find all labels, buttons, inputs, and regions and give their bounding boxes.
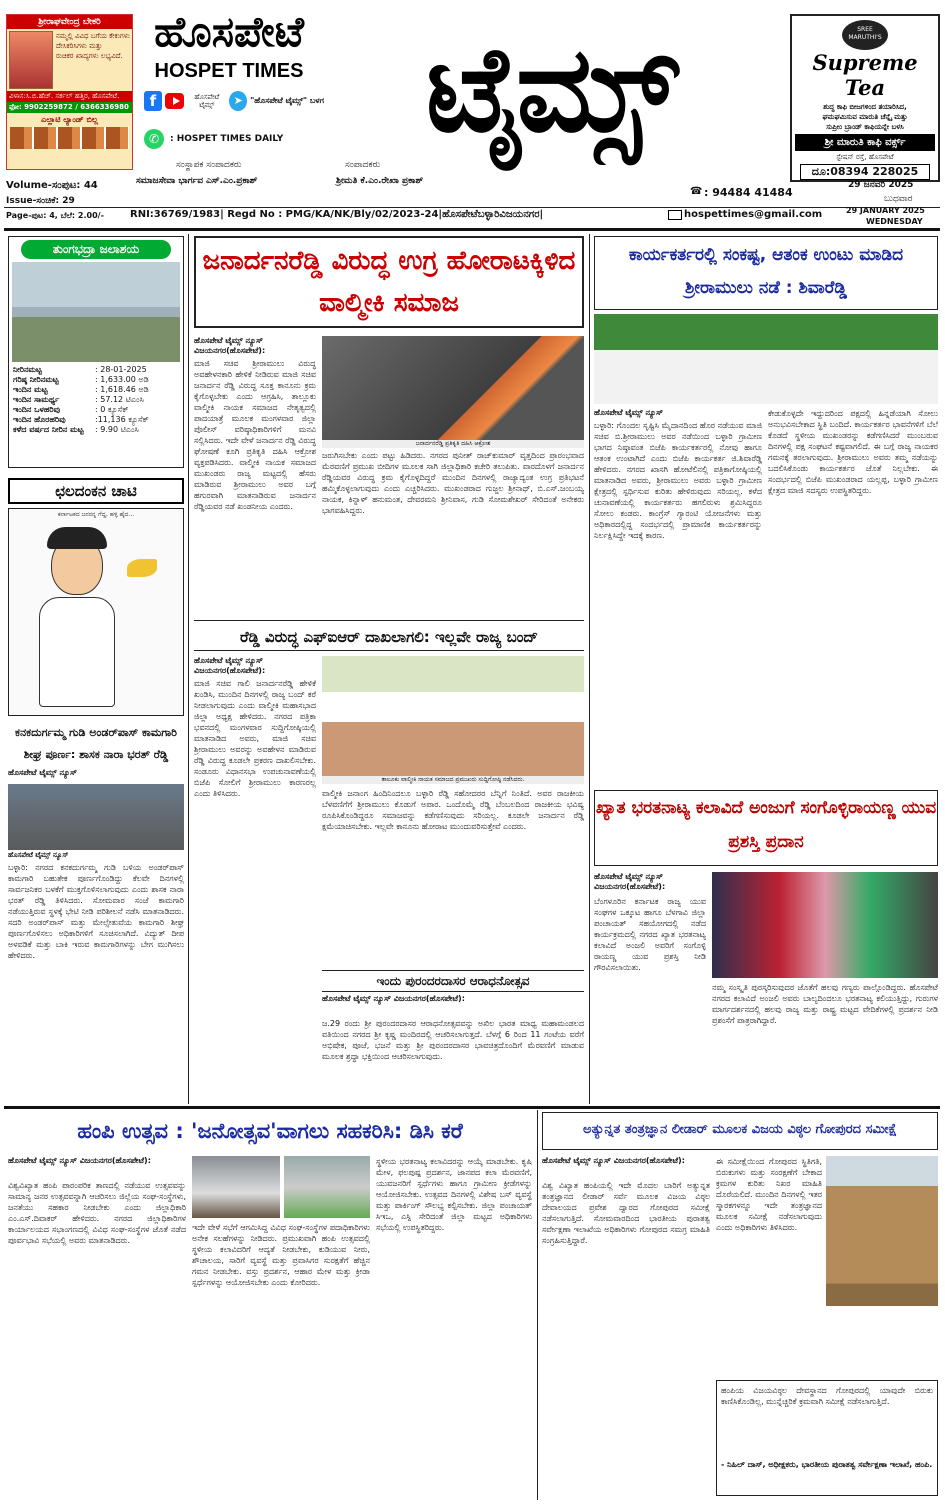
bird-icon	[127, 559, 157, 577]
dam-box	[8, 236, 184, 468]
shivareddy-col1: ಬಳ್ಳಾರಿ: ಗೊಂದಲ ಸೃಷ್ಟಿಸಿ ಮೈದಾನದಿಂದ ಹೊರ ನಡೆಯುವ ಮಾಜಿ ಸಚಿವ ಬಿ.ಶ್ರೀರಾಮುಲು ಅವರ ನಡೆಯಿಂದ ಬಳ್ಳಾರಿ ಗ್ರಾಮೀಣ ಭಾಗದ ನಿಷ್ಠಾವಂತ ಬಿಜೆಪಿ ಕಾರ್ಯಕರ್ತರಲ್ಲಿ ನೋವು ಹಾಗೂ ಆತಂಕ ಉಂಟಾಗಿದೆ ಎಂದು ಬಿಜೆಪಿ ಕಾರ್ಯಕರ್ತ ಜಿ.ಶಿವಾರೆಡ್ಡಿ ಹೇಳಿದರು. ನಗರದ ಖಾಸಗಿ ಹೋಟೆಲಿನಲ್ಲಿ ಪತ್ರಿಕಾಗೋಷ್ಠಿಯಲ್ಲಿ ಮಾತನಾಡಿದ ಅವರು, ಶ್ರೀರಾಮುಲು ಅವರು ಬಳ್ಳಾರಿ ಗ್ರಾಮೀಣ ಕ್ಷೇತ್ರದಲ್ಲಿ ಸ್ಪರ್ಧಿಸುವ ಕುರಿತು ಹೇಳಿರುವುದು ಸರಿಯಲ್ಲ. ಕಳೆದ ಚುನಾವಣೆಯಲ್ಲಿ ಕಾರ್ಯಕರ್ತರು ಹಗಲಿರುಳು ಶ್ರಮಿಸಿದ್ದರೂ ಸೋಲು ಕಂಡರು. ಕಾಂಗ್ರೆಸ್ ಗ್ಯಾರಂಟಿ ಯೋಜನೆಗಳು ಮತ್ತು ಅಧಿಕಾರದಲ್ಲಿದ್ದ ಸಂದರ್ಭದಲ್ಲಿ ಪ್ರಾಮಾಣಿಕ ಕಾರ್ಯಕರ್ತರನ್ನು ನಿರ್ಲಕ್ಷಿಸಿದ್ದೇ ಇದಕ್ಕೆ ಕಾರಣ.	[594, 421, 762, 540]
tea-logo-icon: SREE MARUTHI'S	[842, 20, 888, 50]
vittala-note-box	[716, 1380, 938, 1496]
ad-tea-phone: ದೂ:08394 228025	[800, 164, 930, 180]
dam-row-label: ಇಂದಿನ ಹೊರಹರಿವು	[13, 415, 66, 424]
hampi-col2: ಇದೇ ವೇಳೆ ಸಭೆಗೆ ಆಗಮಿಸಿದ್ದ ವಿವಿಧ ಸಂಘ-ಸಂಸ್ಥೆಗಳ ಪದಾಧಿಕಾರಿಗಳು ಅನೇಕ ಸಲಹೆಗಳನ್ನು ನೀಡಿದರು. ಪ್ರಮುಖವಾಗಿ ಹಂಪಿ ಉತ್ಸವದಲ್ಲಿ ಸ್ಥಳೀಯ ಕಲಾವಿದರಿಗೆ ಆದ್ಯತೆ ನೀಡಬೇಕು, ಕುಡಿಯುವ ನೀರು, ಶೌಚಾಲಯ, ಸಾರಿಗೆ ವ್ಯವಸ್ಥೆ ಮತ್ತು ಪ್ರವಾಸಿಗರ ಸುರಕ್ಷತೆಗೆ ಹೆಚ್ಚಿನ ಗಮನ ನೀಡಬೇಕು. ವಸ್ತು ಪ್ರದರ್ಶನ, ಆಹಾರ ಮೇಳ ಮತ್ತು ಕ್ರೀಡಾ ಸ್ಪರ್ಧೆಗಳನ್ನು ಆಯೋಜಿಸಬೇಕು ಎಂದು ಕೋರಿದರು.	[192, 1223, 370, 1287]
vittala-sign: - ನಿಹಿಲ್ ದಾಸ್, ಅಧೀಕ್ಷಕರು, ಭಾರತೀಯ ಪುರಾತತ್ವ ಸರ್ವೇಕ್ಷಣಾ ಇಲಾಖೆ, ಹಂಪಿ.	[721, 1460, 933, 1469]
dam-photo	[12, 262, 180, 362]
anjuge-byline: ಹೊಸಪೇಟೆ ಟೈಮ್ಸ್ ನ್ಯೂಸ್ ವಿಜಯನಗರ(ಹೊಸಪೇಟೆ):	[594, 872, 666, 891]
hampi-photo-1	[192, 1156, 280, 1218]
janardhana-headline: ಜನಾರ್ದನರೆಡ್ಡಿ ವಿರುದ್ಧ ಉಗ್ರ ಹೋರಾಟಕ್ಕಿಳಿದ ವಾಲ್ಮೀಕಿ ಸಮಾಜ	[202, 246, 576, 318]
masthead-title-en: HOSPET TIMES	[154, 60, 304, 82]
dam-row-value: : 28-01-2025	[95, 365, 147, 374]
social-whatsapp-label: : HOSPET TIMES DAILY	[170, 134, 284, 144]
dam-title: ತುಂಗಭದ್ರಾ ಜಲಾಶಯ	[21, 240, 171, 259]
whatsapp-icon[interactable]: ✆	[144, 129, 164, 149]
ad-tea-shop: ಶ್ರೀ ಮಾರುತಿ ಕಾಫಿ ವರ್ಕ್ಸ್	[795, 134, 935, 151]
hampi-photo-2	[284, 1156, 370, 1218]
cartoon-title: ಛಲದಂಕನ ಚಾಟಿ	[8, 478, 184, 504]
janardhana-col1: ಮಾಜಿ ಸಚಿವ ಶ್ರೀರಾಮುಲು ವಿರುದ್ಧ ಅವಹೇಳನಕಾರಿ ಹೇಳಿಕೆ ನೀಡಿರುವ ಮಾಜಿ ಸಚಿವ ಜನಾರ್ದನ ರೆಡ್ಡಿ ವಿರುದ್ಧ ಸೂಕ್ತ ಕಾನೂನು ಕ್ರಮ ಕೈಗೊಳ್ಳಬೇಕು ಎಂದು ಆಗ್ರಹಿಸಿ, ತಾಲ್ಲೂಕು ವಾಲ್ಮೀಕಿ ನಾಯಕ ಸಮಾಜದ ನೇತೃತ್ವದಲ್ಲಿ ಪಾದಯಾತ್ರೆ ಮೂಲಕ ಮಂಗಳವಾರ ಜಿಲ್ಲಾ ಪೊಲೀಸ್ ವರಿಷ್ಠಾಧಿಕಾರಿಗಳಿಗೆ ಮನವಿ ಸಲ್ಲಿಸಿದರು. ಇದೇ ವೇಳೆ ಜನಾರ್ದನ ರೆಡ್ಡಿ ವಿರುದ್ಧ ಘೋಷಣೆ ಕೂಗಿ ಪ್ರತಿಕೃತಿ ದಹಿಸಿ ಆಕ್ರೋಶ ವ್ಯಕ್ತಪಡಿಸಿದರು. ವಾಲ್ಮೀಕಿ ನಾಯಕ ಸಮಾಜದ ಮುಖಂಡರು ರಾಜ್ಯ ಮಟ್ಟದಲ್ಲಿ ಹೆಸರು ಮಾಡಿರುವ ಶ್ರೀರಾಮುಲು ಅವರ ಬಗ್ಗೆ ಹಗುರವಾಗಿ ಮಾತನಾಡಿರುವ ಜನಾರ್ದನ ರೆಡ್ಡಿಯವರ ನಡೆ ಖಂಡನೀಯ ಎಂದರು.	[194, 359, 316, 511]
vittala-col2: ಈ ಸಮೀಕ್ಷೆಯಿಂದ ಗೋಪುರದ ಸ್ಥಿತಿಗತಿ, ಬಿರುಕುಗಳು ಮತ್ತು ಸಂರಕ್ಷಣೆಗೆ ಬೇಕಾದ ಕ್ರಮಗಳ ಕುರಿತು ನಿಖರ ಮಾಹಿತಿ ದೊರೆಯಲಿದೆ. ಮುಂದಿನ ದಿನಗಳಲ್ಲಿ ಇತರ ಸ್ಮಾರಕಗಳನ್ನೂ ಇದೇ ತಂತ್ರಜ್ಞಾನದ ಮೂಲಕ ಸಮೀಕ್ಷೆ ನಡೆಸಲಾಗುವುದು ಎಂದು ಅಧಿಕಾರಿಗಳು ತಿಳಿಸಿದರು.	[716, 1157, 822, 1232]
deity-image	[9, 31, 53, 89]
date-kn: 29 ಜನವರಿ 2025	[848, 180, 914, 190]
hampi-byline: ಹೊಸಪೇಟೆ ಟೈಮ್ಸ್ ನ್ಯೂಸ್ ವಿಜಯನಗರ(ಹೊಸಪೇಟೆ):	[8, 1156, 151, 1165]
dam-row-label: ಇಂದಿನ ಸಾಮರ್ಥ್ಯ	[13, 395, 60, 404]
vittala-col1: ವಿಶ್ವ ವಿಖ್ಯಾತ ಹಂಪಿಯಲ್ಲಿ ಇದೇ ಮೊದಲ ಬಾರಿಗೆ ಅತ್ಯುನ್ನತ ತಂತ್ರಜ್ಞಾನದ ಲೀಡಾರ್ ಸರ್ವೆ ಮೂಲಕ ವಿಜಯ ವಿಠ್ಠಲ ದೇವಾಲಯದ ಪ್ರವೇಶ ದ್ವಾರದ ಗೋಪುರದ ಸಮೀಕ್ಷೆ ನಡೆಸಲಾಗುತ್ತಿದೆ. ಸೋಮವಾರದಿಂದ ಭಾರತೀಯ ಪುರಾತತ್ವ ಸರ್ವೇಕ್ಷಣಾ ಇಲಾಖೆಯ ಅಧಿಕಾರಿಗಳು ಗೋಪುರದ ಸಮಗ್ರ ಮಾಹಿತಿ ಸಂಗ್ರಹಿಸುತ್ತಿದ್ದಾರೆ.	[542, 1181, 710, 1245]
ad-tea-title: Supreme Tea	[812, 50, 918, 100]
janardhana-byline: ಹೊಸಪೇಟೆ ಟೈಮ್ಸ್ ನ್ಯೂಸ್ ವಿಜಯನಗರ(ಹೊಸಪೇಟೆ):	[194, 336, 266, 355]
ad-line: ಘಮಘಮಿಸುವ ಮಾರುತಿ ಚೆನ್ನೈ ಮತ್ತು	[822, 113, 908, 121]
cartoon-hair	[47, 527, 107, 549]
mail-icon	[668, 210, 682, 220]
phone-number: : 94484 41484	[704, 186, 793, 199]
bandh-byline: ಹೊಸಪೇಟೆ ಟೈಮ್ಸ್ ನ್ಯೂಸ್ ವಿಜಯನಗರ(ಹೊಸಪೇಟೆ):	[194, 656, 266, 675]
purandara-body: ಜ.29 ರಂದು ಶ್ರೀ ಪುರಂದರದಾಸರ ಆರಾಧನೋತ್ಸವವನ್ನು ಅಖಿಲ ಭಾರತ ಮಾಧ್ವ ಮಹಾಮಂಡಲದ ವತಿಯಿಂದ ನಗರದ ಶ್ರೀ ಕೃಷ್ಣ ಮಂದಿರದಲ್ಲಿ ಆಚರಿಸಲಾಗುತ್ತದೆ. ಬೆಳಗ್ಗೆ 6 ರಿಂದ 11 ಗಂಟೆಯ ವರೆಗೆ ಅಭಿಷೇಕ, ಪೂಜೆ, ಭಜನೆ ಮತ್ತು ಶ್ರೀ ಪುರಂದರದಾಸರ ಭಾವಚಿತ್ರದೊಂದಿಗೆ ಮೆರವಣಿಗೆ ಮಾಡುವ ಮೂಲಕ ಶ್ರದ್ಧಾ ಭಕ್ತಿಯಿಂದ ಆಚರಿಸಲಾಗುವುದು.	[322, 1019, 584, 1061]
shivareddy-photo	[594, 314, 938, 404]
left-story-photo	[8, 784, 184, 850]
shivareddy-col2: ಕೇಡುಕೊಳ್ಳದೇ ಇದ್ದುದರಿಂದ ಪಕ್ಷದಲ್ಲಿ ಹಿನ್ನಡೆಯಾಗಿ ಸೋಲು ಅನುಭವಿಸಬೇಕಾದ ಸ್ಥಿತಿ ಬಂದಿದೆ. ಕಾರ್ಯಕರ್ತರ ಭಾವನೆಗಳಿಗೆ ಬೆಲೆ ಕೊಡದೆ ಸ್ಥಳೀಯ ಮುಖಂಡರನ್ನು ಕಡೆಗಣಿಸಿದರೆ ಮುಂಬರುವ ದಿನಗಳಲ್ಲಿ ಪಕ್ಷ ಸಂಘಟನೆ ಕಷ್ಟವಾಗಲಿದೆ. ಈ ಬಗ್ಗೆ ರಾಜ್ಯ ನಾಯಕರ ಗಮನಕ್ಕೆ ತರಲಾಗುವುದು. ಶ್ರೀರಾಮುಲು ಅವರು ತಮ್ಮ ನಡೆಯನ್ನು ಬದಲಿಸಿಕೊಂಡು ಕಾರ್ಯಕರ್ತರ ಜೊತೆ ನಿಲ್ಲಬೇಕು. ಈ ಸಂದರ್ಭದಲ್ಲಿ ಬಿಜೆಪಿ ಮುಖಂಡರಾದ ಯಲ್ಲಪ್ಪ, ಬಳ್ಳಾರಿ ಗ್ರಾಮೀಣ ಕ್ಷೇತ್ರದ ಮಾಜಿ ಸದಸ್ಯರು ಉಪಸ್ಥಿತರಿದ್ದರು.	[768, 409, 938, 495]
pages-price: Page-ಪುಟ: 4, ಬೆಲೆ: 2.00/-	[6, 211, 104, 220]
dam-row	[13, 415, 179, 425]
dam-row	[13, 425, 179, 435]
facebook-icon[interactable]: f	[144, 91, 162, 111]
ad-line: ರುಚಿಕರ ಖಾದ್ಯಗಳು ಲಭ್ಯವಿದೆ.	[56, 52, 123, 60]
vittala-byline: ಹೊಸಪೇಟೆ ಟೈಮ್ಸ್ ನ್ಯೂಸ್ ವಿಜಯನಗರ(ಹೊಸಪೇಟೆ):	[542, 1156, 685, 1165]
dam-row-label: ಕಳೆದ ವರ್ಷದ ನೀರಿನ ಮಟ್ಟ	[13, 425, 84, 434]
email[interactable]: hospettimes@gmail.com	[684, 209, 823, 220]
cartoon	[8, 508, 184, 716]
cartoon-body	[39, 597, 115, 707]
dam-row-value: : 1,633.00 ಅಡಿ	[95, 375, 149, 384]
editor-name: ಶ್ರೀಮತಿ ಕೆ.ಎಂ.ರೇಖಾ ಪ್ರಕಾಶ್	[336, 176, 424, 186]
phone-icon: ☎	[690, 186, 703, 197]
hampi-col1: ವಿಶ್ವವಿಖ್ಯಾತ ಹಂಪಿ ಪಾರಂಪರಿಕ ತಾಣದಲ್ಲಿ ನಡೆಯುವ ಉತ್ಸವವನ್ನು ಸಾಮಾನ್ಯ ಜನರ ಉತ್ಸವವನ್ನಾಗಿ ಆಚರಿಸಲು ಜಿಲ್ಲೆಯ ಸಂಘ-ಸಂಸ್ಥೆಗಳು, ಜನತೆಯು ಸಹಕಾರ ನೀಡಬೇಕು ಎಂದು ಜಿಲ್ಲಾಧಿಕಾರಿ ಎಂ.ಎಸ್.ದಿವಾಕರ್ ಹೇಳಿದರು. ನಗರದ ಜಿಲ್ಲಾಧಿಕಾರಿಗಳ ಕಾರ್ಯಾಲಯದ ಸಭಾಂಗಣದಲ್ಲಿ ವಿವಿಧ ಸಂಘ-ಸಂಸ್ಥೆಗಳ ಜೊತೆ ನಡೆದ ಪೂರ್ವಭಾವಿ ಸಭೆಯಲ್ಲಿ ಅವರು ಮಾತನಾಡಿದರು.	[8, 1181, 186, 1245]
registration: RNI:36769/1983| Regd No : PMG/KA/NK/Bly/02/2023-24|ಹೊಸಪೇಟೆಬಳ್ಳಾರಿವಿಜಯನಗರ|	[130, 209, 544, 220]
date-en: 29 JANUARY 2025	[846, 206, 925, 215]
ad-address: ವಿಳಾಸ:ಸಿ.ಬಿ.ಹೆಚ್. ಸರ್ಕಲ್ ಹತ್ತಿರ, ಹೊಸಪೇಟೆ.	[7, 91, 132, 102]
dam-row-value: : 57.12 ಟಿಎಂಸಿ	[95, 395, 144, 404]
ad-phone: ಫೋ: 9902259872 / 6366336980	[7, 102, 132, 113]
bandh-headline: ರೆಡ್ಡಿ ವಿರುದ್ಧ ಎಫ್‌ಐಆರ್ ದಾಖಲಾಗಲಿ: ಇಲ್ಲವೇ ರಾಜ್ಯ ಬಂದ್	[194, 624, 584, 651]
dam-row-label: ನೀರಿನಮಟ್ಟ	[13, 365, 42, 374]
dam-row-label: ಗರಿಷ್ಠ ನೀರಿನಮಟ್ಟ	[13, 375, 59, 384]
hampi-headline: ಹಂಪಿ ಉತ್ಸವ : 'ಜನೋತ್ಸವ'ವಾಗಲು ಸಹಕರಿಸಿ: ಡಿಸಿ ಕರೆ	[77, 1119, 463, 1143]
masthead-big-title: ಟೈಮ್ಸ್	[425, 20, 675, 158]
ad-bakery-title: ಶ್ರೀರಾಘವೇಂದ್ರ ಬೇಕರಿ	[7, 15, 132, 29]
social-telegram-label: "ಹೊಸಪೇಟೆ ಟೈಮ್ಸ್" ಬಳಗ	[250, 96, 324, 105]
dam-row-value: :11,136 ಕ್ಯೂಸೆಕ್	[95, 415, 149, 424]
masthead-title-kn: ಹೊಸಪೇಟೆ	[154, 7, 304, 56]
bandh-photo	[322, 656, 584, 776]
vittala-note: ಹಂಪಿಯ ವಿಜಯವಿಠ್ಠಲ ದೇವಸ್ಥಾನದ ಗೋಪುರದಲ್ಲಿ ಯಾವುದೇ ಬಿರುಕು ಕಾಣಿಸಿಕೊಂಡಿಲ್ಲ, ಮುನ್ನೆಚ್ಚರಿಕೆ ಕ್ರಮವಾಗಿ ಸಮೀಕ್ಷೆ ನಡೆಸಲಾಗುತ್ತಿದೆ.	[721, 1386, 933, 1406]
day-kn: ಬುಧವಾರ	[884, 194, 913, 204]
ad-line: ದೇಸಿಕರಿಸಿಗಳು ಮತ್ತು	[56, 42, 103, 50]
founder-label: ಸಂಸ್ಥಾಪಕ ಸಂಪಾದಕರು	[176, 160, 242, 170]
vittala-photo	[826, 1156, 938, 1306]
left-story-title: ಕನಕದುರ್ಗಮ್ಮ ಗುಡಿ ಅಂಡರ್‌ಪಾಸ್ ಕಾಮಗಾರಿ ಶೀಘ್ರ ಪೂರ್ಣ: ಶಾಸಕ ನಾರಾ ಭರತ್ ರೆಡ್ಡಿ	[15, 726, 177, 761]
volume: Volume-ಸಂಪುಟ: 44	[6, 180, 98, 191]
left-story-caption: ಹೊಸಪೇಟೆ ಟೈಮ್ಸ್ ನ್ಯೂಸ್	[8, 851, 69, 859]
dam-row-label: ಇಂದಿನ ಒಳಹರಿವು	[13, 405, 61, 414]
anjuge-col1: ಬೆಂಗಳೂರಿನ ಕರ್ನಾಟಕ ರಾಜ್ಯ ಯುವ ಸಂಘಗಳ ಒಕ್ಕೂಟ ಹಾಗೂ ಬೆಳಗಾವಿ ಜಿಲ್ಲಾ ಪಂಚಾಯತ್ ಸಹಯೋಗದಲ್ಲಿ ನಡೆದ ಕಾರ್ಯಕ್ರಮದಲ್ಲಿ ನಗರದ ಖ್ಯಾತ ಭರತನಾಟ್ಯ ಕಲಾವಿದೆ ಅಂಜಲಿ ಅವರಿಗೆ ಸಂಗೊಳ್ಳಿ ರಾಯಣ್ಣ ಯುವ ಪ್ರಶಸ್ತಿ ನೀಡಿ ಗೌರವಿಸಲಾಯಿತು.	[594, 897, 706, 972]
janardhana-photo-caption: ಜನಾರ್ದನರೆಡ್ಡಿ ಪ್ರತಿಕೃತಿ ದಹಿಸಿ ಆಕ್ರೋಶ	[322, 440, 584, 448]
anjuge-headline-box	[594, 790, 938, 866]
ad-line: ನಮ್ಮಲ್ಲಿ ವಿವಿಧ ಬಗೆಯ ಕೇಕುಗಳು	[56, 32, 130, 40]
issue: Issue-ಸಂಚಿಕೆ: 29	[6, 196, 75, 206]
anjuge-headline: ಖ್ಯಾತ ಭರತನಾಟ್ಯ ಕಲಾವಿದೆ ಅಂಜುಗೆ ಸಂಗೊಳ್ಳಿರಾಯಣ್ಣ ಯುವ ಪ್ರಶಸ್ತಿ ಪ್ರದಾನ	[595, 798, 937, 852]
dam-row	[13, 395, 179, 405]
anjuge-col2: ನಮ್ಮ ಸಂಸ್ಕೃತಿ ಪುರಸ್ಕರಿಸುವುದರ ಜೊತೆಗೆ ಹಲವು ಗಣ್ಯರು ಪಾಲ್ಗೊಂಡಿದ್ದರು. ಹೊಸಪೇಟೆ ನಗರದ ಕಲಾವಿದೆ ಅಂಜಲಿ ಅವರು ಬಾಲ್ಯದಿಂದಲೂ ಭರತನಾಟ್ಯ ಕಲಿಯುತ್ತಿದ್ದು, ಗುರುಗಳ ಮಾರ್ಗದರ್ಶನದಲ್ಲಿ ಹಲವು ರಾಜ್ಯ ಮತ್ತು ರಾಷ್ಟ್ರ ಮಟ್ಟದ ವೇದಿಕೆಗಳಲ್ಲಿ ಪ್ರದರ್ಶನ ನೀಡಿ ಪ್ರಶಂಸೆಗೆ ಪಾತ್ರರಾಗಿದ್ದಾರೆ.	[712, 983, 938, 1025]
ad-bakery[interactable]	[6, 14, 133, 170]
day-en: WEDNESDAY	[866, 217, 923, 226]
bandh-col2: ವಾಲ್ಮೀಕಿ ಜನಾಂಗ ಹಿಂದಿನಿಂದಲೂ ಬಳ್ಳಾರಿ ರೆಡ್ಡಿ ಸಹೋದರರ ಬೆನ್ನಿಗೆ ನಿಂತಿದೆ. ಅವರ ರಾಜಕೀಯ ಬೆಳವಣಿಗೆಗೆ ಶ್ರೀರಾಮುಲು ಕೊಡುಗೆ ಅಪಾರ. ಒಂದೊಮ್ಮೆ ರೆಡ್ಡಿ ಬೆಂಬಲದಿಂದ ರಾಜಕೀಯ ಭವಿಷ್ಯ ರೂಪಿಸಿಕೊಂಡಿದ್ದರೂ ಸಮಾಜವನ್ನು ಕಡೆಗಣಿಸುವುದು ಸರಿಯಲ್ಲ. ಕೂಡಲೇ ಜನಾರ್ದನ ರೆಡ್ಡಿ ಕ್ಷಮೆಯಾಚಿಸಬೇಕು. ಇಲ್ಲವೇ ಕಾನೂನು ಹೋರಾಟ ಮುಂದುವರಿಸುತ್ತೇವೆ ಎಂದರು.	[322, 789, 584, 831]
dam-row	[13, 405, 179, 415]
vittala-headline: ಅತ್ಯುನ್ನತ ತಂತ್ರಜ್ಞಾನ ಲೀಡಾರ್ ಮೂಲಕ ವಿಜಯ ವಿಠ್ಠಲ ಗೋಪುರದ ಸಮೀಕ್ಷೆ	[583, 1122, 897, 1137]
dam-row	[13, 375, 179, 385]
dam-row	[13, 385, 179, 395]
ad-tag: ಎಲ್ಲಾಟಿ ಲ್ಯಾಂಡ್ ಬಿಲ್ಲ	[41, 115, 98, 124]
ad-supreme-tea[interactable]	[790, 14, 940, 182]
editor-label: ಸಂಪಾದಕರು	[345, 160, 381, 170]
youtube-icon[interactable]	[165, 93, 185, 109]
ad-tea-address: ಸ್ಟೇಷನ್ ರಸ್ತೆ, ಹೊಸಪೇಟೆ	[836, 153, 894, 161]
janardhana-col2: ಜರುಗಿಸಬೇಕು ಎಂದು ಪಟ್ಟು ಹಿಡಿದರು. ನಗರದ ಪುನೀತ್ ರಾಜ್‌ಕುಮಾರ್ ವೃತ್ತದಿಂದ ಪ್ರಾರಂಭವಾದ ಮೆರವಣಿಗೆ ಪ್ರಮುಖ ಬೀದಿಗಳ ಮೂಲಕ ಸಾಗಿ ಜಿಲ್ಲಾಧಿಕಾರಿ ಕಚೇರಿ ತಲುಪಿತು. ವಾರದೊಳಗೆ ಜನಾರ್ದನ ರೆಡ್ಡಿಯವರ ವಿರುದ್ಧ ಕ್ರಮ ಕೈಗೊಳ್ಳದಿದ್ದರೆ ಮುಂದಿನ ದಿನಗಳಲ್ಲಿ ರಾಜ್ಯಾದ್ಯಂತ ಉಗ್ರ ಪ್ರತಿಭಟನೆ ಹಮ್ಮಿಕೊಳ್ಳಲಾಗುವುದು ಎಂದು ಎಚ್ಚರಿಸಿದರು. ಮುಖಂಡರಾದ ಗುಜ್ಜಲ ಶ್ರೀನಾಥ್, ಬಿ.ಎಸ್.ಜಂಬಯ್ಯ ನಾಯಕ, ಕಿನ್ನಾಳ್ ಹನುಮಂತ, ದೇವರಮನಿ ಶ್ರೀನಿವಾಸ, ಗುಡಿ ಸೋಮಶೇಖರ್ ಸೇರಿದಂತೆ ಅನೇಕರು ಭಾಗವಹಿಸಿದ್ದರು.	[322, 451, 584, 515]
cakes-image	[10, 127, 129, 149]
hampi-col3: ಸ್ಥಳೀಯ ಭರತನಾಟ್ಯ ಕಲಾವಿದರನ್ನು ಆಯ್ಕೆ ಮಾಡಬೇಕು. ಕೃಷಿ ಮೇಳ, ಫಲಪುಷ್ಪ ಪ್ರದರ್ಶನ, ಜಾನಪದ ಕಲಾ ಮೆರವಣಿಗೆ, ಯುವಜನರಿಗೆ ಸ್ಪರ್ಧೆಗಳು ಹಾಗೂ ಗ್ರಾಮೀಣ ಕ್ರೀಡೆಗಳನ್ನು ಆಯೋಜಿಸಬೇಕು. ಉತ್ಸವದ ದಿನಗಳಲ್ಲಿ ವಿಶೇಷ ಬಸ್ ವ್ಯವಸ್ಥೆ ಮತ್ತು ಪಾರ್ಕಿಂಗ್ ಸೌಲಭ್ಯ ಕಲ್ಪಿಸಬೇಕು. ಜಿಲ್ಲಾ ಪಂಚಾಯತ್ ಸಿಇಒ, ಎಸ್ಪಿ ಸೇರಿದಂತೆ ಜಿಲ್ಲಾ ಮಟ್ಟದ ಅಧಿಕಾರಿಗಳು ಸಭೆಯಲ್ಲಿ ಉಪಸ್ಥಿತರಿದ್ದರು.	[376, 1157, 532, 1232]
anjuge-photo	[712, 872, 938, 978]
vittala-headline-box	[542, 1112, 938, 1150]
dam-row	[13, 365, 179, 375]
ad-line: ಸುಪ್ರೀಂ ಬ್ರಾಂಡ್ ಕಾಫಿಯನ್ನೇ ಬಳಸಿ	[826, 123, 904, 131]
janardhana-photo	[322, 336, 584, 440]
dam-row-value: : 0 ಕ್ಯೂಸೆಕ್	[95, 405, 129, 414]
dam-row-label: ಇಂದಿನ ಮಟ್ಟ	[13, 385, 48, 394]
ad-line: ಶುದ್ಧ ಕಾಫಿ ಬೀಜಗಳಿಂದ ತಯಾರಿಸಿದ,	[823, 103, 907, 111]
founder-name: ಸಮಾಜಸೇವಾ ಭಾರ್ಗವ ಎಸ್.ಎಂ.ಪ್ರಕಾಶ್	[136, 176, 258, 186]
cartoon-caption: ಕರ್ನಾಟಕದ ಜನರನ್ನ ಗೆದ್ದ, ಹಳ್ಳಿ ಹೈದ...	[57, 511, 135, 518]
purandara-headline: ಇಂದು ಪುರಂದರದಾಸರ ಆರಾಧನೋತ್ಸವ	[322, 970, 584, 992]
shivareddy-headline-box	[594, 236, 938, 310]
bandh-col1: ಮಾಜಿ ಸಚಿವ ಗಾಲಿ ಜನಾರ್ದನರೆಡ್ಡಿ ಹೇಳಿಕೆ ಖಂಡಿಸಿ, ಮುಂದಿನ ದಿನಗಳಲ್ಲಿ ರಾಜ್ಯ ಬಂದ್ ಕರೆ ನೀಡಲಾಗುವುದು ಎಂದು ವಾಲ್ಮೀಕಿ ಮಹಾಸಭಾದ ಜಿಲ್ಲಾ ಅಧ್ಯಕ್ಷ ಹೇಳಿದರು. ನಗರದ ಪತ್ರಿಕಾ ಭವನದಲ್ಲಿ ಮಂಗಳವಾರ ಸುದ್ದಿಗೋಷ್ಠಿಯಲ್ಲಿ ಮಾತನಾಡಿದ ಅವರು, ಮಾಜಿ ಸಚಿವ ಶ್ರೀರಾಮುಲು ಅವರನ್ನು ಅವಹೇಳನ ಮಾಡಿರುವ ರೆಡ್ಡಿ ವಿರುದ್ಧ ಕೂಡಲೇ ಪ್ರಕರಣ ದಾಖಲಿಸಬೇಕು. ಸಂಡೂರು ವಿಧಾನಸಭಾ ಉಪಚುನಾವಣೆಯಲ್ಲಿ ಬಿಜೆಪಿ ಸೋಲಿಗೆ ಶ್ರೀರಾಮುಲು ಕಾರಣರಲ್ಲ ಎಂದು ತಿಳಿಸಿದರು.	[194, 679, 316, 798]
dam-row-value: : 1,618.46 ಅಡಿ	[95, 385, 149, 394]
left-story-byline: ಹೊಸಪೇಟೆ ಟೈಮ್ಸ್ ನ್ಯೂಸ್	[8, 768, 77, 777]
left-story-body: ಬಳ್ಳಾರಿ: ನಗರದ ಕನಕದುರ್ಗಮ್ಮ ಗುಡಿ ಬಳಿಯ ಅಂಡರ್‌ಪಾಸ್ ಕಾಮಗಾರಿ ಬಹುತೇಕ ಪೂರ್ಣಗೊಂಡಿದ್ದು ಕೆಲವೇ ದಿನಗಳಲ್ಲಿ ಸಾರ್ವಜನಿಕರ ಬಳಕೆಗೆ ಮುಕ್ತಗೊಳಿಸಲಾಗುವುದು ಎಂದು ಶಾಸಕ ನಾರಾ ಭರತ್ ರೆಡ್ಡಿ ತಿಳಿಸಿದರು. ಸೋಮವಾರ ಸಂಜೆ ಕಾಮಗಾರಿ ನಡೆಯುತ್ತಿರುವ ಸ್ಥಳಕ್ಕೆ ಭೇಟಿ ನೀಡಿ ಪರಿಶೀಲನೆ ನಡೆಸಿ ಮಾತನಾಡಿದರು. ಸದರಿ ಅಂಡರ್‌ಪಾಸ್ ಮತ್ತು ಮೇಲ್ಸೇತುವೆಯ ಕಾಮಗಾರಿ ಶೀಘ್ರ ಪೂರ್ಣಗೊಳಿಸಲು ಅಧಿಕಾರಿಗಳಿಗೆ ಸೂಚಿಸಲಾಗಿದೆ. ವಿದ್ಯುತ್ ದೀಪ ಅಳವಡಿಕೆ ಮತ್ತು ಬಾಕಿ ಇರುವ ಕಾಮಗಾರಿಗಳನ್ನು ಬೇಗ ಮುಗಿಸಲು ಹೇಳಿದರು.	[8, 863, 184, 960]
shivareddy-headline: ಕಾರ್ಯಕರ್ತರಲ್ಲಿ ಸಂಕಷ್ಟ, ಆತಂಕ ಉಂಟು ಮಾಡಿದ ಶ್ರೀರಾಮುಲು ನಡೆ : ಶಿವಾರೆಡ್ಡಿ	[628, 245, 904, 298]
social-fb-label: ಹೊಸಪೇಟೆ ಟೈಮ್ಸ್	[194, 93, 220, 109]
janardhana-headline-box	[194, 236, 584, 328]
bandh-photo-caption: ತಾಲೂಕು ವಾಲ್ಮೀಕಿ ನಾಯಕ ಸಮಾಜದ ಪ್ರಮುಖರು ಸುದ್ದಿಗೋಷ್ಠಿ ನಡೆಸಿದರು.	[322, 776, 584, 784]
shivareddy-byline: ಹೊಸಪೇಟೆ ಟೈಮ್ಸ್ ನ್ಯೂಸ್	[594, 408, 663, 417]
purandara-byline: ಹೊಸಪೇಟೆ ಟೈಮ್ಸ್ ನ್ಯೂಸ್ ವಿಜಯನಗರ(ಹೊಸಪೇಟೆ):	[322, 994, 465, 1003]
telegram-icon[interactable]: ➤	[229, 91, 247, 111]
dam-row-value: : 9.90 ಟಿಎಂಸಿ	[95, 425, 139, 434]
